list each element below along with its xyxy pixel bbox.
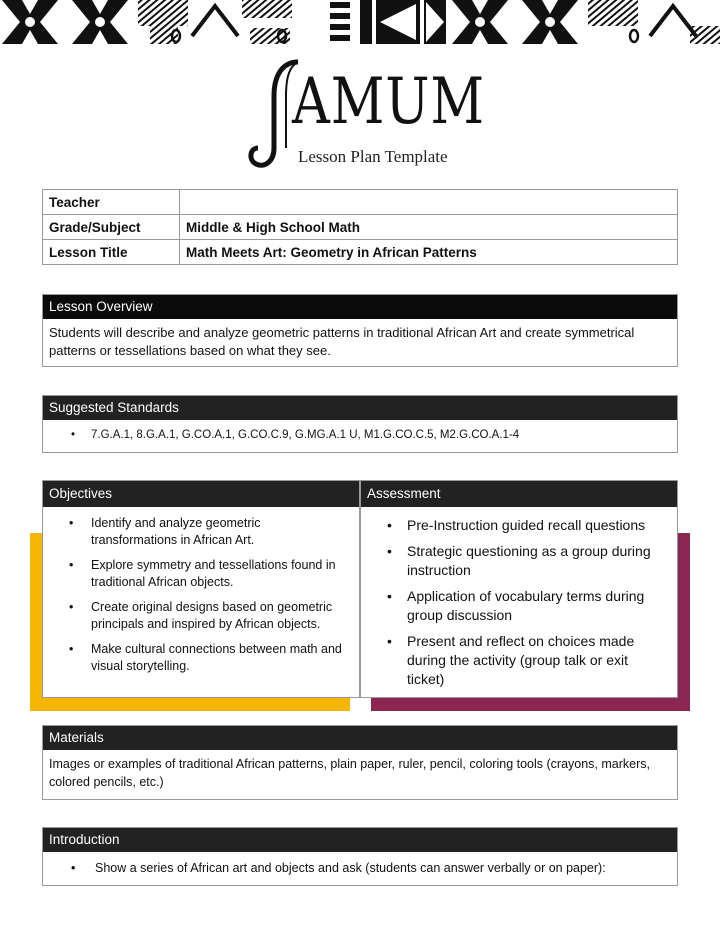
standards-item: • 7.G.A.1, 8.G.A.1, G.CO.A.1, G.CO.C.9, G.MG.A.1 U, M1.G.CO.C.5, M2.G.CO.A.1-4 — [49, 426, 671, 444]
objectives-header: Objectives — [43, 481, 359, 507]
objective-item: • Make cultural connections between math and visual storytelling. — [43, 641, 349, 675]
table-row — [43, 190, 678, 215]
assessment-header: Assessment — [361, 481, 677, 507]
objective-item: • Explore symmetry and tessellations found in traditional African objects. — [43, 557, 349, 591]
materials-section — [42, 725, 678, 800]
standards-header: Suggested Standards — [43, 396, 677, 420]
objectives-panel — [42, 480, 360, 698]
assessment-item: • Application of vocabulary terms during group discussion — [361, 587, 667, 625]
logo-subtitle: Lesson Plan Template — [298, 147, 448, 166]
assessment-item: • Strategic questioning as a group during instruction — [361, 542, 667, 580]
pattern-banner — [0, 0, 720, 44]
teacher-label: Teacher — [43, 190, 180, 215]
table-row — [43, 215, 678, 240]
materials-text: Images or examples of traditional African patterns, plain paper, ruler, pencil, coloring tools (crayons, markers, colored pencils, etc.) — [49, 757, 650, 789]
grade-subject-label: Grade/Subject — [43, 215, 180, 240]
lesson-title-value: Math Meets Art: Geometry in African Patterns — [180, 240, 678, 265]
lesson-title-label: Lesson Title — [43, 240, 180, 265]
objective-item: • Create original designs based on geometric principals and inspired by African objects. — [43, 599, 349, 633]
teacher-value[interactable] — [180, 190, 678, 215]
objective-item: • Identify and analyze geometric transformations in African Art. — [43, 515, 349, 549]
assessment-item: • Pre-Instruction guided recall questions — [361, 516, 667, 535]
assessment-panel — [360, 480, 678, 698]
materials-header: Materials — [43, 726, 677, 750]
lesson-info-table — [42, 189, 678, 265]
logo-wordmark: AMUM — [292, 65, 485, 139]
amum-logo — [246, 56, 485, 174]
standards-section — [42, 395, 678, 453]
table-row — [43, 240, 678, 265]
introduction-header: Introduction — [43, 828, 677, 852]
assessment-item: • Present and reflect on choices made during the activity (group talk or exit ticket) — [361, 632, 667, 689]
lesson-overview-header: Lesson Overview — [43, 295, 677, 319]
introduction-item: • Show a series of African art and objects and ask (students can answer verbally or on paper): — [49, 859, 671, 877]
grade-subject-value: Middle & High School Math — [180, 215, 678, 240]
lesson-overview-text: Students will describe and analyze geometric patterns in traditional African Art and create symmetrical patterns or tessellations based on what they see. — [49, 325, 635, 358]
lesson-overview-section — [42, 294, 678, 367]
introduction-section — [42, 827, 678, 886]
